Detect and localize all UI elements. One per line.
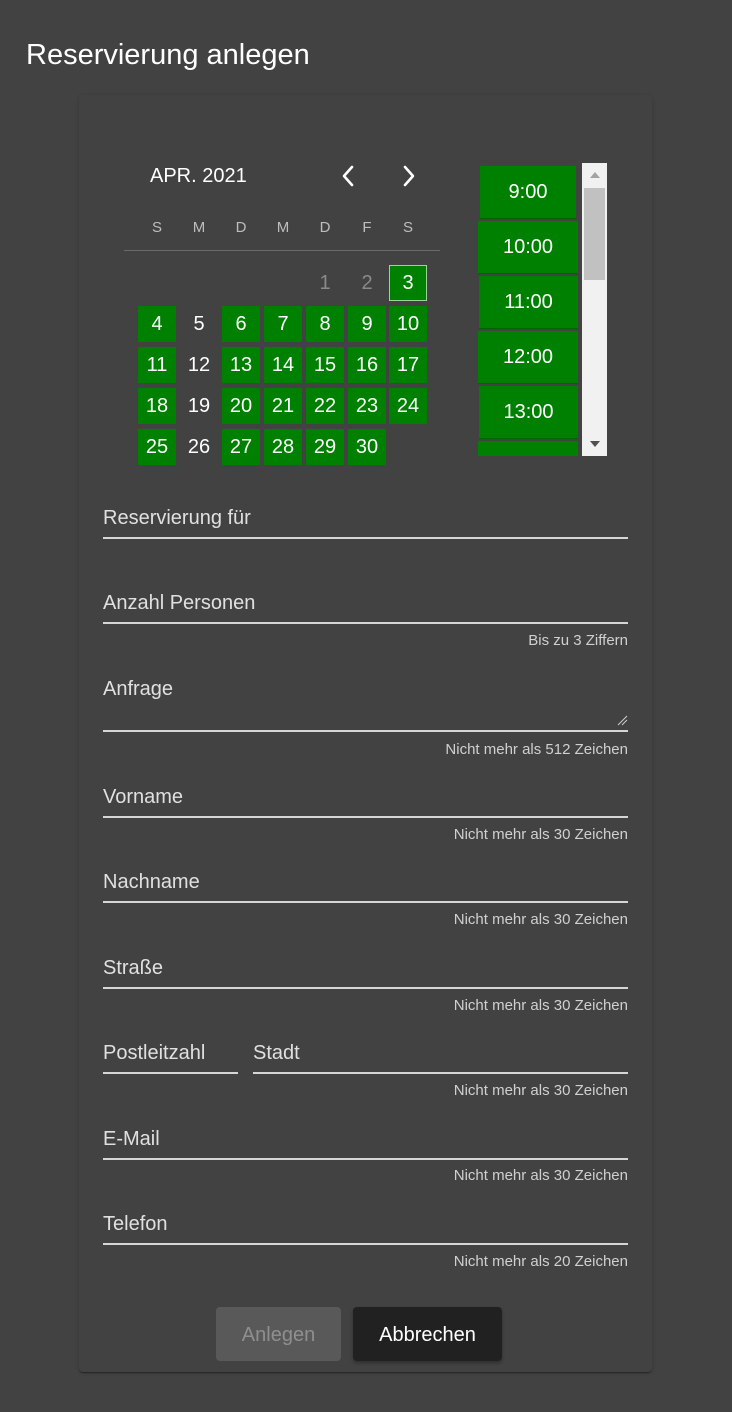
prev-month-button[interactable] (332, 160, 364, 192)
weekday-header: M (192, 219, 206, 236)
calendar-day: 1 (319, 272, 331, 294)
city-input[interactable] (253, 1040, 632, 1072)
email-label: E-Mail (103, 1128, 160, 1150)
scroll-down-arrow-icon[interactable] (582, 434, 607, 454)
last-name-field[interactable] (103, 869, 628, 905)
weekday-header: S (402, 219, 413, 236)
phone-label: Telefon (103, 1213, 168, 1235)
calendar-day[interactable]: 16 (348, 347, 386, 383)
street-underline (103, 987, 628, 989)
calendar-day[interactable]: 4 (138, 306, 176, 342)
calendar-day: 5 (193, 313, 205, 335)
request-hint: Nicht mehr als 512 Zeichen (445, 741, 628, 758)
email-input[interactable] (103, 1126, 632, 1158)
first-name-field[interactable] (103, 784, 628, 820)
reservation-for-underline (103, 537, 628, 539)
chevron-left-icon (340, 165, 356, 187)
weekday-header: D (235, 219, 247, 236)
calendar-day: 19 (187, 395, 211, 417)
reservation-for-input[interactable] (103, 505, 632, 537)
calendar-day[interactable]: 10 (389, 306, 427, 342)
calendar-day[interactable]: 8 (306, 306, 344, 342)
first-name-hint: Nicht mehr als 30 Zeichen (453, 826, 628, 843)
last-name-hint: Nicht mehr als 30 Zeichen (453, 911, 628, 928)
city-field[interactable] (253, 1040, 628, 1076)
persons-label: Anzahl Personen (103, 592, 256, 614)
request-textarea[interactable] (103, 704, 632, 730)
calendar-day[interactable]: 30 (348, 429, 386, 465)
calendar-day[interactable]: 7 (264, 306, 302, 342)
calendar-day[interactable]: 6 (222, 306, 260, 342)
first-name-input[interactable] (103, 784, 632, 816)
weekday-header: M (276, 219, 290, 236)
create-button[interactable]: Anlegen (216, 1307, 341, 1361)
calendar-day[interactable]: 29 (306, 429, 344, 465)
city-label: Stadt (253, 1042, 300, 1064)
phone-field[interactable] (103, 1211, 628, 1247)
calendar-day[interactable]: 24 (389, 388, 427, 424)
zip-label: Postleitzahl (103, 1042, 206, 1064)
last-name-underline (103, 901, 628, 903)
phone-input[interactable] (103, 1211, 632, 1243)
first-name-label: Vorname (103, 786, 184, 808)
dialog-title: Reservierung anlegen (26, 39, 310, 71)
time-list-scrollbar[interactable] (582, 163, 607, 456)
time-slot-list[interactable] (478, 163, 578, 456)
calendar-day[interactable]: 3 (389, 265, 427, 301)
calendar-day[interactable]: 17 (389, 347, 427, 383)
calendar-day[interactable]: 22 (306, 388, 344, 424)
chevron-right-icon (401, 165, 417, 187)
time-slot[interactable]: 13:00 (479, 386, 578, 439)
city-underline (253, 1072, 628, 1074)
city-hint: Nicht mehr als 30 Zeichen (453, 1082, 628, 1099)
time-slot[interactable]: 12:00 (478, 331, 578, 384)
calendar-day[interactable]: 15 (306, 347, 344, 383)
calendar-day: 26 (187, 436, 211, 458)
request-underline (103, 730, 628, 732)
time-slot[interactable]: 9:00 (480, 166, 576, 219)
zip-underline (103, 1072, 238, 1074)
calendar-day: 2 (361, 272, 373, 294)
calendar-day[interactable]: 11 (138, 347, 176, 383)
reservation-for-label: Reservierung für (103, 507, 251, 529)
calendar-day[interactable]: 23 (348, 388, 386, 424)
request-label: Anfrage (103, 678, 174, 700)
weekday-header: F (362, 219, 372, 236)
zip-field[interactable] (103, 1040, 238, 1076)
phone-underline (103, 1243, 628, 1245)
time-slot[interactable]: 10:00 (478, 221, 578, 274)
calendar-day: 12 (187, 354, 211, 376)
email-hint: Nicht mehr als 30 Zeichen (453, 1167, 628, 1184)
calendar-day[interactable]: 27 (222, 429, 260, 465)
zip-input[interactable] (103, 1040, 242, 1072)
street-field[interactable] (103, 955, 628, 991)
scroll-up-arrow-icon[interactable] (582, 165, 607, 185)
weekday-header: S (151, 219, 162, 236)
calendar-day[interactable]: 9 (348, 306, 386, 342)
street-input[interactable] (103, 955, 632, 987)
resize-grip-icon[interactable] (616, 714, 628, 726)
calendar-day[interactable]: 20 (222, 388, 260, 424)
street-label: Straße (103, 957, 164, 979)
persons-field[interactable] (103, 590, 628, 626)
time-slot-partial[interactable] (478, 441, 578, 456)
reservation-for-field[interactable] (103, 505, 628, 541)
calendar-day[interactable]: 13 (222, 347, 260, 383)
calendar-day[interactable]: 14 (264, 347, 302, 383)
street-hint: Nicht mehr als 30 Zeichen (453, 997, 628, 1014)
phone-hint: Nicht mehr als 20 Zeichen (453, 1253, 628, 1270)
weekday-header: D (319, 219, 331, 236)
request-field[interactable] (103, 676, 628, 734)
cancel-button[interactable]: Abbrechen (353, 1307, 502, 1361)
calendar-day[interactable]: 28 (264, 429, 302, 465)
last-name-input[interactable] (103, 869, 632, 901)
persons-underline (103, 622, 628, 624)
persons-hint: Bis zu 3 Ziffern (528, 632, 628, 649)
last-name-label: Nachname (103, 871, 200, 893)
calendar-day[interactable]: 21 (264, 388, 302, 424)
calendar-month-label[interactable]: APR. 2021 (150, 165, 247, 187)
email-field[interactable] (103, 1126, 628, 1162)
calendar-day[interactable]: 18 (138, 388, 176, 424)
calendar-day[interactable]: 25 (138, 429, 176, 465)
calendar-divider (124, 250, 440, 251)
email-underline (103, 1158, 628, 1160)
first-name-underline (103, 816, 628, 818)
time-slot[interactable]: 11:00 (479, 276, 578, 329)
next-month-button[interactable] (393, 160, 425, 192)
persons-input[interactable] (103, 590, 632, 622)
scroll-thumb[interactable] (584, 188, 605, 280)
